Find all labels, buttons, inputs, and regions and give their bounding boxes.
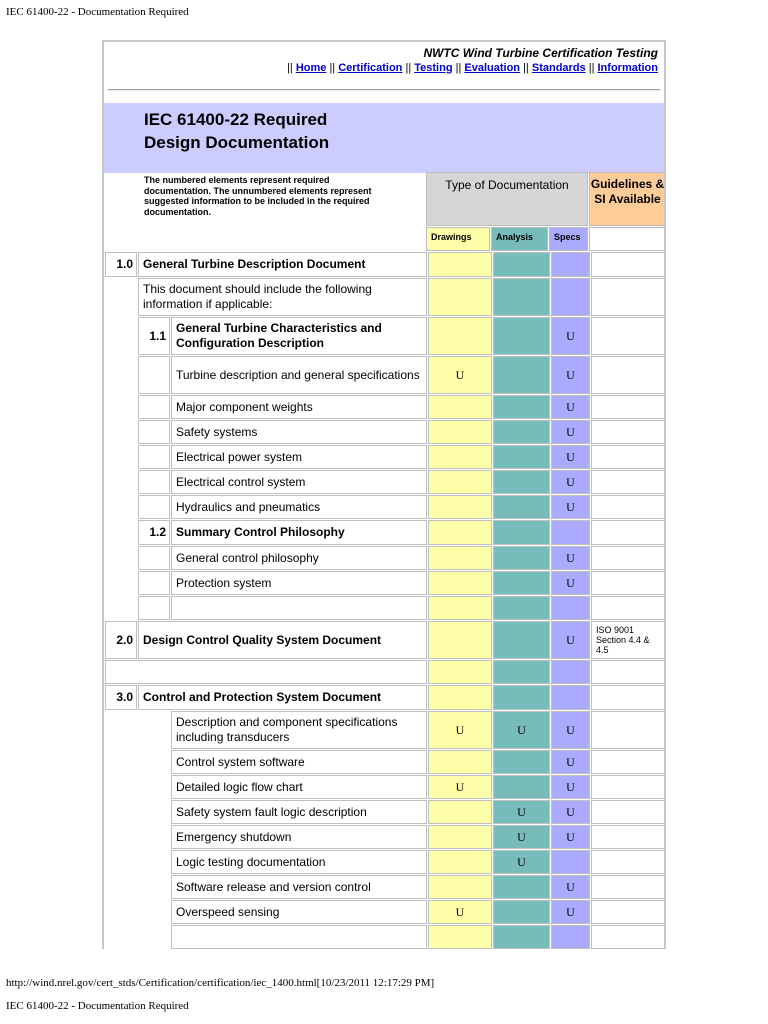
drawings-mark <box>428 252 492 277</box>
drawings-mark <box>428 800 492 824</box>
print-header-title: IEC 61400-22 - Documentation Required <box>6 6 189 18</box>
indent-cell <box>138 596 170 620</box>
guideline-cell <box>591 660 666 684</box>
guideline-cell <box>591 800 666 824</box>
analysis-mark <box>493 571 550 595</box>
specs-mark <box>551 278 590 316</box>
table-row <box>105 395 666 419</box>
analysis-mark <box>493 520 550 545</box>
specs-mark: U <box>551 711 590 749</box>
title-banner <box>104 103 664 173</box>
nav-link-testing[interactable]: Testing <box>414 62 453 74</box>
table-row <box>105 470 666 494</box>
analysis-mark <box>493 356 550 394</box>
analysis-mark: U <box>493 825 550 849</box>
drawings-mark <box>428 621 492 659</box>
guideline-cell <box>591 420 666 444</box>
drawings-mark: U <box>428 356 492 394</box>
guideline-cell <box>591 278 666 316</box>
drawings-mark <box>428 850 492 874</box>
guideline-cell <box>591 850 666 874</box>
indent-cell <box>105 571 137 595</box>
section-number: 2.0 <box>105 621 137 659</box>
table-row <box>105 546 666 570</box>
indent-cell <box>138 925 170 949</box>
table-row <box>105 875 666 899</box>
guideline-cell <box>591 825 666 849</box>
guideline-cell <box>591 711 666 749</box>
indent-cell <box>105 470 137 494</box>
item-label: Detailed logic flow chart <box>171 775 427 799</box>
guideline-cell <box>591 470 666 494</box>
specs-mark: U <box>551 445 590 469</box>
specs-mark: U <box>551 750 590 774</box>
table-row <box>105 850 666 874</box>
indent-cell <box>105 711 137 749</box>
item-label: Safety system fault logic description <box>171 800 427 824</box>
specs-mark: U <box>551 621 590 659</box>
drawings-mark <box>428 875 492 899</box>
subsection-title: Summary Control Philosophy <box>171 520 427 545</box>
drawings-mark <box>428 750 492 774</box>
column-guidelines <box>589 227 666 251</box>
table-row <box>105 420 666 444</box>
item-label: Turbine description and general specifications <box>171 356 427 394</box>
table-row <box>105 278 666 316</box>
item-label: Software release and version control <box>171 875 427 899</box>
nav-link-standards[interactable]: Standards <box>531 62 586 74</box>
indent-cell <box>138 445 170 469</box>
indent-cell <box>138 356 170 394</box>
table-row <box>105 445 666 469</box>
item-label: Major component weights <box>171 395 427 419</box>
note-text: This document should include the following information if applicable: <box>138 278 427 316</box>
indent-cell <box>138 775 170 799</box>
indent-cell <box>105 445 137 469</box>
section-number: 3.0 <box>105 685 137 710</box>
drawings-mark <box>428 571 492 595</box>
nav-link-certification[interactable]: Certification <box>338 62 403 74</box>
drawings-mark <box>428 520 492 545</box>
guideline-cell <box>591 495 666 519</box>
nav-link-information[interactable]: Information <box>597 62 658 74</box>
indent-cell <box>138 825 170 849</box>
drawings-mark <box>428 278 492 316</box>
section-title: Control and Protection System Document <box>138 685 427 710</box>
table-row <box>105 660 666 684</box>
drawings-mark: U <box>428 775 492 799</box>
specs-mark <box>551 596 590 620</box>
table-row <box>105 495 666 519</box>
item-label: Protection system <box>171 571 427 595</box>
item-label <box>171 925 427 949</box>
specs-mark: U <box>551 571 590 595</box>
table-row <box>105 596 666 620</box>
item-label: Control system software <box>171 750 427 774</box>
indent-cell <box>138 850 170 874</box>
analysis-mark: U <box>493 800 550 824</box>
guideline-cell <box>591 445 666 469</box>
indent-cell <box>105 317 137 355</box>
nav-link-evaluation[interactable]: Evaluation <box>464 62 521 74</box>
table-row <box>105 356 666 394</box>
indent-cell <box>138 571 170 595</box>
item-label: Emergency shutdown <box>171 825 427 849</box>
column-specs: Specs <box>549 227 588 251</box>
specs-mark <box>551 660 590 684</box>
drawings-mark <box>428 445 492 469</box>
indent-cell <box>105 900 137 924</box>
intro-text: The numbered elements represent required documentation. The unnumbered elements represent suggested information to be included in the required documentation. <box>144 175 372 217</box>
subsection-number: 1.1 <box>138 317 170 355</box>
guideline-cell <box>591 571 666 595</box>
guideline-cell <box>591 317 666 355</box>
specs-mark <box>551 252 590 277</box>
column-drawings: Drawings <box>426 227 490 251</box>
analysis-mark <box>493 420 550 444</box>
analysis-mark <box>493 900 550 924</box>
indent-cell <box>138 546 170 570</box>
drawings-mark <box>428 825 492 849</box>
table-row <box>105 925 666 949</box>
drawings-mark <box>428 925 492 949</box>
analysis-mark <box>493 470 550 494</box>
indent-cell <box>138 800 170 824</box>
drawings-mark <box>428 596 492 620</box>
drawings-mark <box>428 420 492 444</box>
table-row <box>105 571 666 595</box>
indent-cell <box>138 395 170 419</box>
page-title: IEC 61400-22 Required Design Documentation <box>144 110 330 152</box>
indent-cell <box>105 775 137 799</box>
specs-mark: U <box>551 495 590 519</box>
item-label: Logic testing documentation <box>171 850 427 874</box>
site-name: NWTC Wind Turbine Certification Testing <box>423 46 658 60</box>
table-row <box>105 317 666 355</box>
analysis-mark <box>493 546 550 570</box>
indent-cell <box>105 356 137 394</box>
guideline-cell: ISO 9001 Section 4.4 & 4.5 <box>591 621 666 659</box>
indent-cell <box>138 711 170 749</box>
drawings-mark: U <box>428 711 492 749</box>
section-title: Design Control Quality System Document <box>138 621 427 659</box>
table-row <box>105 825 666 849</box>
guideline-cell <box>591 900 666 924</box>
analysis-mark <box>493 621 550 659</box>
indent-cell <box>105 925 137 949</box>
specs-mark: U <box>551 825 590 849</box>
indent-cell <box>105 800 137 824</box>
indent-cell <box>138 495 170 519</box>
indent-cell <box>138 875 170 899</box>
drawings-mark <box>428 470 492 494</box>
guideline-cell <box>591 685 666 710</box>
drawings-mark: U <box>428 900 492 924</box>
spacer-cell <box>105 660 427 684</box>
drawings-mark <box>428 495 492 519</box>
analysis-mark <box>493 317 550 355</box>
divider <box>108 89 660 91</box>
table-row <box>105 621 666 659</box>
indent-cell <box>105 825 137 849</box>
analysis-mark <box>493 775 550 799</box>
indent-cell <box>105 850 137 874</box>
item-label: Safety systems <box>171 420 427 444</box>
item-label <box>171 596 427 620</box>
analysis-mark <box>493 685 550 710</box>
guidelines-header: Guidelines & SI Available <box>589 172 666 226</box>
specs-mark <box>551 925 590 949</box>
table-row <box>105 800 666 824</box>
item-label: Hydraulics and pneumatics <box>171 495 427 519</box>
drawings-mark <box>428 660 492 684</box>
analysis-mark <box>493 660 550 684</box>
nav-links: || Home || Certification || Testing || Evaluation || Standards || Information <box>287 62 658 74</box>
item-label: Overspeed sensing <box>171 900 427 924</box>
indent-cell <box>105 395 137 419</box>
indent-cell <box>105 278 137 316</box>
site-nav <box>287 46 658 75</box>
indent-cell <box>105 495 137 519</box>
specs-mark: U <box>551 800 590 824</box>
analysis-mark <box>493 445 550 469</box>
specs-mark <box>551 685 590 710</box>
analysis-mark <box>493 395 550 419</box>
analysis-mark: U <box>493 850 550 874</box>
analysis-mark <box>493 875 550 899</box>
item-label: Description and component specifications including transducers <box>171 711 427 749</box>
analysis-mark <box>493 596 550 620</box>
indent-cell <box>105 596 137 620</box>
guideline-cell <box>591 775 666 799</box>
table-row <box>105 520 666 545</box>
nav-link-home[interactable]: Home <box>295 62 327 74</box>
indent-cell <box>105 520 137 545</box>
table-row <box>105 252 666 277</box>
guideline-cell <box>591 252 666 277</box>
drawings-mark <box>428 685 492 710</box>
guideline-cell <box>591 356 666 394</box>
analysis-mark <box>493 495 550 519</box>
indent-cell <box>138 470 170 494</box>
section-title: General Turbine Description Document <box>138 252 427 277</box>
specs-mark: U <box>551 420 590 444</box>
item-label: General control philosophy <box>171 546 427 570</box>
indent-cell <box>105 420 137 444</box>
column-analysis: Analysis <box>491 227 548 251</box>
drawings-mark <box>428 395 492 419</box>
analysis-mark: U <box>493 711 550 749</box>
table-row <box>105 775 666 799</box>
indent-cell <box>138 420 170 444</box>
specs-mark: U <box>551 356 590 394</box>
documentation-table <box>104 251 666 949</box>
subsection-title: General Turbine Characteristics and Configuration Description <box>171 317 427 355</box>
table-row <box>105 750 666 774</box>
guideline-cell <box>591 925 666 949</box>
specs-mark: U <box>551 470 590 494</box>
print-footer-title: IEC 61400-22 - Documentation Required <box>6 1000 189 1012</box>
drawings-mark <box>428 317 492 355</box>
drawings-mark <box>428 546 492 570</box>
indent-cell <box>105 750 137 774</box>
guideline-cell <box>591 395 666 419</box>
indent-cell <box>138 750 170 774</box>
indent-cell <box>138 900 170 924</box>
guideline-cell <box>591 596 666 620</box>
table-row <box>105 900 666 924</box>
guideline-cell <box>591 875 666 899</box>
guideline-cell <box>591 546 666 570</box>
indent-cell <box>105 546 137 570</box>
specs-mark <box>551 520 590 545</box>
analysis-mark <box>493 278 550 316</box>
section-number: 1.0 <box>105 252 137 277</box>
specs-mark: U <box>551 775 590 799</box>
table-row <box>105 685 666 710</box>
table-row <box>105 711 666 749</box>
analysis-mark <box>493 252 550 277</box>
specs-mark: U <box>551 395 590 419</box>
guideline-cell <box>591 750 666 774</box>
item-label: Electrical power system <box>171 445 427 469</box>
analysis-mark <box>493 925 550 949</box>
specs-mark <box>551 850 590 874</box>
item-label: Electrical control system <box>171 470 427 494</box>
specs-mark: U <box>551 546 590 570</box>
specs-mark: U <box>551 900 590 924</box>
document-page <box>102 40 666 949</box>
guideline-cell <box>591 520 666 545</box>
print-footer-url: http://wind.nrel.gov/cert_stds/Certification/certification/iec_1400.html[10/23/2011 12:17:29 PM] <box>6 977 435 989</box>
subsection-number: 1.2 <box>138 520 170 545</box>
analysis-mark <box>493 750 550 774</box>
indent-cell <box>105 875 137 899</box>
type-of-documentation-header: Type of Documentation <box>426 172 588 226</box>
specs-mark: U <box>551 317 590 355</box>
specs-mark: U <box>551 875 590 899</box>
